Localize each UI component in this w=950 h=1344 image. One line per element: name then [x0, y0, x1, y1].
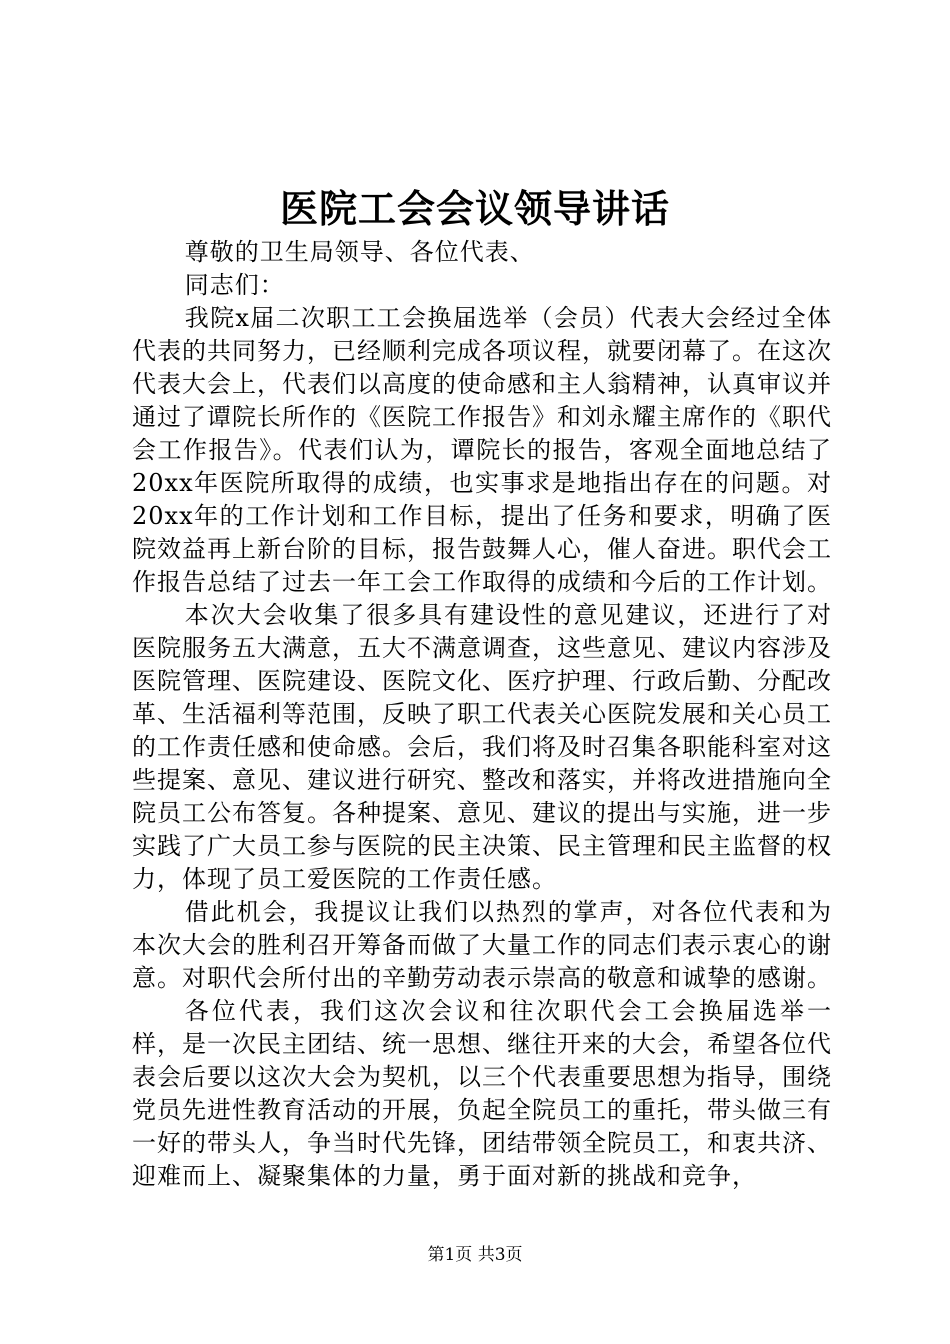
salutation-line-1: 尊敬的卫生局领导、各位代表、	[184, 238, 535, 266]
document-title: 医院工会会议领导讲话	[279, 186, 670, 231]
document-body	[132, 236, 832, 1193]
page-footer: 第1页 共3页	[427, 1245, 523, 1265]
paragraph-4: 各位代表，我们这次会议和往次职代会工会换届选举一样，是一次民主团结、统一思想、继往开来的大会，希望各位代表会后要以这次大会为契机，以三个代表重要思想为指导，围绕党员先进性教育活动的开展，负起全院员工的重托，带头做三有一好的带头人，争当时代先锋，团结带领全院员工，和衷共济、迎难而上、凝聚集体的力量，勇于面对新的挑战和竞争，	[132, 997, 832, 1190]
paragraph-1: 我院x届二次职工工会换届选举（会员）代表大会经过全体代表的共同努力，已经顺利完成各项议程，就要闭幕了。在这次代表大会上，代表们以高度的使命感和主人翁精神，认真审议并通过了谭院长所作的《医院工作报告》和刘永耀主席作的《职代会工作报告》。代表们认为，谭院长的报告，客观全面地总结了20xx年医院所取得的成绩，也实事求是地指出存在的问题。对20xx年的工作计划和工作目标，提出了任务和要求，明确了医院效益再上新台阶的目标，报告鼓舞人心，催人奋进。职代会工作报告总结了过去一年工会工作取得的成绩和今后的工作计划。	[132, 304, 832, 596]
paragraph-3: 借此机会，我提议让我们以热烈的掌声，对各位代表和为本次大会的胜利召开筹备而做了大量工作的同志们表示衷心的谢意。对职代会所付出的辛勤劳动表示崇高的敬意和诚挚的感谢。	[132, 898, 832, 992]
paragraph-2: 本次大会收集了很多具有建设性的意见建议，还进行了对医院服务五大满意，五大不满意调查，这些意见、建议内容涉及医院管理、医院建设、医院文化、医疗护理、行政后勤、分配改革、生活福利等范围，反映了职工代表关心医院发展和关心员工的工作责任感和使命感。会后，我们将及时召集各职能科室对这些提案、意见、建议进行研究、整改和落实，并将改进措施向全院员工公布答复。各种提案、意见、建议的提出与实施，进一步实践了广大员工参与医院的民主决策、民主管理和民主监督的权力，体现了员工爱医院的工作责任感。	[132, 601, 832, 893]
salutation-line-2: 同志们：	[184, 271, 285, 299]
